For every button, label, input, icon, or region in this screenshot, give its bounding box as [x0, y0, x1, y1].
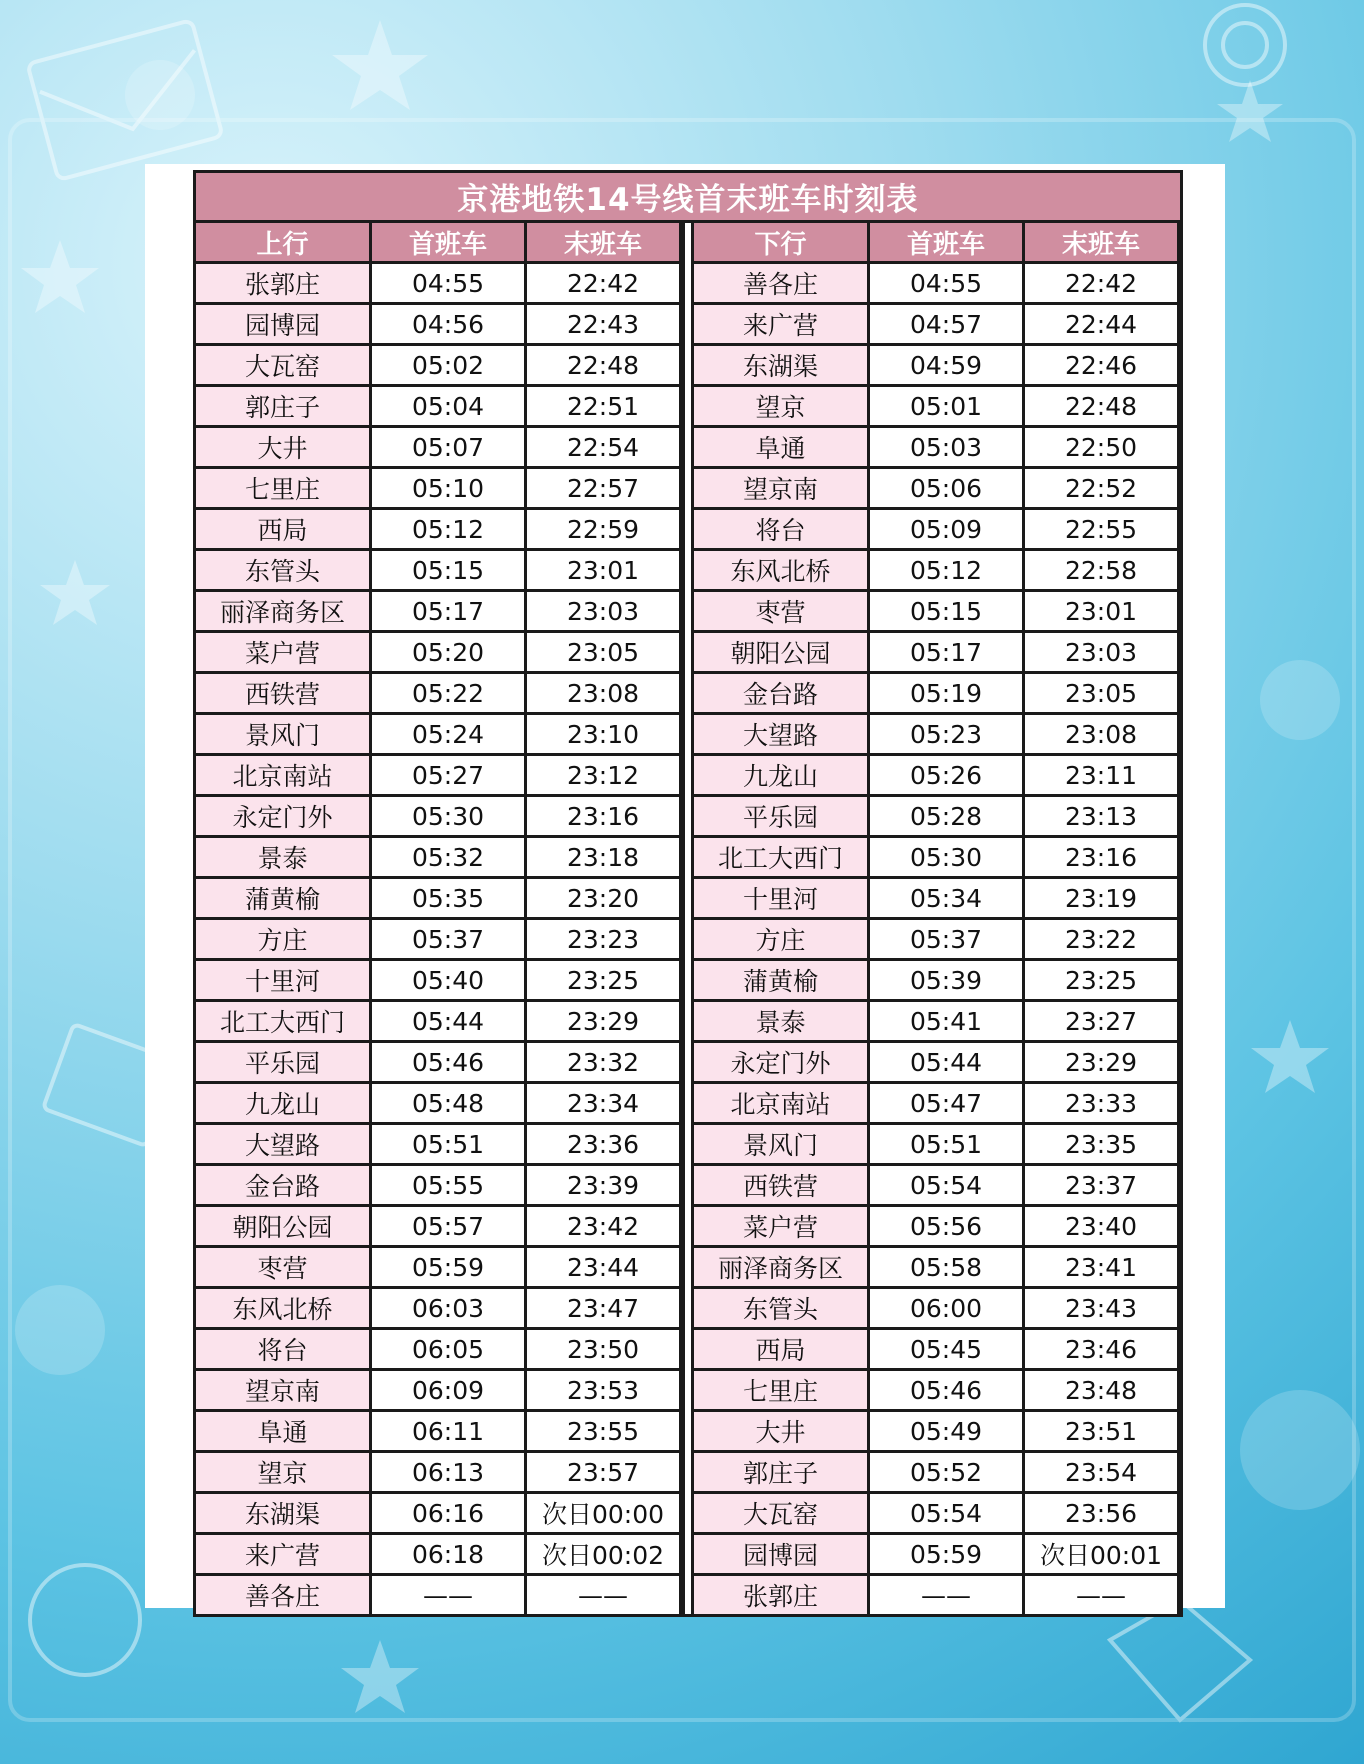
- down-last-train-header: 末班车: [1025, 223, 1177, 261]
- up-station-name: 大瓦窑: [196, 346, 369, 384]
- down-station-name: 东风北桥: [694, 551, 867, 589]
- star-icon: [1251, 1020, 1329, 1093]
- up-station-name: 七里庄: [196, 469, 369, 507]
- down-station-name: 大望路: [694, 715, 867, 753]
- down-first-train-time: 05:23: [870, 715, 1022, 753]
- down-last-train-time: 22:55: [1025, 510, 1177, 548]
- down-last-train-time: 22:50: [1025, 428, 1177, 466]
- down-station-name: 郭庄子: [694, 1453, 867, 1491]
- down-station-name: 七里庄: [694, 1371, 867, 1409]
- up-station-name: 蒲黄榆: [196, 879, 369, 917]
- up-last-train-time: 23:03: [527, 592, 679, 630]
- down-first-train-time: 05:37: [870, 920, 1022, 958]
- down-last-train-time: 23:46: [1025, 1330, 1177, 1368]
- up-last-train-time: 22:59: [527, 510, 679, 548]
- up-station-name: 郭庄子: [196, 387, 369, 425]
- down-station-name: 西局: [694, 1330, 867, 1368]
- up-last-train-time: 22:48: [527, 346, 679, 384]
- down-station-name: 十里河: [694, 879, 867, 917]
- up-station-name: 望京: [196, 1453, 369, 1491]
- up-last-train-time: 22:51: [527, 387, 679, 425]
- up-station-name: 阜通: [196, 1412, 369, 1450]
- down-last-train-time: 22:48: [1025, 387, 1177, 425]
- down-last-train-time: 23:08: [1025, 715, 1177, 753]
- down-station-name: 将台: [694, 510, 867, 548]
- up-station-name: 大井: [196, 428, 369, 466]
- down-station-name: 大瓦窑: [694, 1494, 867, 1532]
- up-last-train-time: ——: [527, 1576, 679, 1614]
- down-station-name: 景泰: [694, 1002, 867, 1040]
- down-first-train-time: 05:58: [870, 1248, 1022, 1286]
- down-first-train-time: 04:57: [870, 305, 1022, 343]
- up-first-train-time: 05:17: [372, 592, 524, 630]
- down-station-name: 枣营: [694, 592, 867, 630]
- up-first-train-time: 05:55: [372, 1166, 524, 1204]
- down-station-name: 大井: [694, 1412, 867, 1450]
- timetable-sheet: [145, 164, 1225, 1611]
- down-first-train-time: 05:56: [870, 1207, 1022, 1245]
- up-station-name: 西局: [196, 510, 369, 548]
- up-last-train-time: 23:44: [527, 1248, 679, 1286]
- up-last-train-time: 次日00:02: [527, 1535, 679, 1573]
- up-last-train-time: 23:42: [527, 1207, 679, 1245]
- down-last-train-time: 23:19: [1025, 879, 1177, 917]
- up-last-train-time: 23:08: [527, 674, 679, 712]
- up-station-name: 张郭庄: [196, 264, 369, 302]
- down-last-train-time: 22:44: [1025, 305, 1177, 343]
- down-first-train-time: 05:51: [870, 1125, 1022, 1163]
- down-first-train-time: 05:47: [870, 1084, 1022, 1122]
- down-last-train-time: 23:54: [1025, 1453, 1177, 1491]
- down-first-train-time: 04:59: [870, 346, 1022, 384]
- up-station-name: 平乐园: [196, 1043, 369, 1081]
- down-station-name: 张郭庄: [694, 1576, 867, 1614]
- down-last-train-time: 23:35: [1025, 1125, 1177, 1163]
- down-last-train-time: 23:16: [1025, 838, 1177, 876]
- up-station-name: 景泰: [196, 838, 369, 876]
- down-first-train-time: 05:52: [870, 1453, 1022, 1491]
- down-first-train-time: 05:15: [870, 592, 1022, 630]
- up-first-train-time: 05:32: [372, 838, 524, 876]
- down-first-train-time: 05:06: [870, 469, 1022, 507]
- up-direction-header: 上行: [196, 223, 369, 261]
- up-first-train-time: 06:09: [372, 1371, 524, 1409]
- up-direction-table: [196, 223, 682, 1614]
- down-station-name: 朝阳公园: [694, 633, 867, 671]
- up-last-train-time: 23:12: [527, 756, 679, 794]
- down-last-train-time: 23:56: [1025, 1494, 1177, 1532]
- timetable-body: [196, 223, 1180, 1614]
- up-last-train-time: 23:25: [527, 961, 679, 999]
- down-last-train-time: 23:40: [1025, 1207, 1177, 1245]
- down-station-name: 菜户营: [694, 1207, 867, 1245]
- down-last-train-time: 23:22: [1025, 920, 1177, 958]
- up-last-train-time: 23:20: [527, 879, 679, 917]
- up-first-train-time: 05:35: [372, 879, 524, 917]
- down-first-train-time: 05:39: [870, 961, 1022, 999]
- up-first-train-time: 05:27: [372, 756, 524, 794]
- up-last-train-time: 23:18: [527, 838, 679, 876]
- up-last-train-time: 23:29: [527, 1002, 679, 1040]
- up-first-train-time: 05:59: [372, 1248, 524, 1286]
- down-station-name: 阜通: [694, 428, 867, 466]
- down-last-train-time: 23:13: [1025, 797, 1177, 835]
- up-station-name: 丽泽商务区: [196, 592, 369, 630]
- column-divider: [682, 223, 694, 1614]
- envelope-icon: [27, 20, 222, 180]
- up-first-train-time: 05:24: [372, 715, 524, 753]
- down-last-train-time: 23:43: [1025, 1289, 1177, 1327]
- down-last-train-time: 23:03: [1025, 633, 1177, 671]
- down-direction-table: [694, 223, 1180, 1614]
- down-first-train-time: 05:09: [870, 510, 1022, 548]
- up-station-name: 金台路: [196, 1166, 369, 1204]
- star-icon: [1217, 80, 1283, 142]
- up-first-train-time: 05:37: [372, 920, 524, 958]
- up-last-train-time: 23:47: [527, 1289, 679, 1327]
- down-last-train-time: 23:01: [1025, 592, 1177, 630]
- down-last-train-time: 22:58: [1025, 551, 1177, 589]
- up-station-name: 大望路: [196, 1125, 369, 1163]
- timetable-title: 京港地铁14号线首末班车时刻表: [196, 173, 1180, 223]
- up-station-name: 北京南站: [196, 756, 369, 794]
- up-first-train-time: 06:13: [372, 1453, 524, 1491]
- up-first-train-time: 04:56: [372, 305, 524, 343]
- down-station-name: 善各庄: [694, 264, 867, 302]
- down-last-train-time: 23:48: [1025, 1371, 1177, 1409]
- down-last-train-time: 23:33: [1025, 1084, 1177, 1122]
- down-last-train-time: 23:37: [1025, 1166, 1177, 1204]
- down-first-train-time: 05:03: [870, 428, 1022, 466]
- down-first-train-time: 05:45: [870, 1330, 1022, 1368]
- up-first-train-time: 05:20: [372, 633, 524, 671]
- up-station-name: 西铁营: [196, 674, 369, 712]
- down-last-train-time: 22:42: [1025, 264, 1177, 302]
- down-station-name: 蒲黄榆: [694, 961, 867, 999]
- up-last-train-time: 23:39: [527, 1166, 679, 1204]
- timetable: [193, 170, 1183, 1617]
- down-first-train-time: 05:34: [870, 879, 1022, 917]
- down-last-train-time: 23:41: [1025, 1248, 1177, 1286]
- up-station-name: 朝阳公园: [196, 1207, 369, 1245]
- up-first-train-time: 06:18: [372, 1535, 524, 1573]
- down-station-name: 景风门: [694, 1125, 867, 1163]
- down-first-train-time: 05:30: [870, 838, 1022, 876]
- down-station-name: 西铁营: [694, 1166, 867, 1204]
- down-station-name: 望京: [694, 387, 867, 425]
- down-first-train-time: 05:49: [870, 1412, 1022, 1450]
- down-last-train-time: 23:11: [1025, 756, 1177, 794]
- down-station-name: 园博园: [694, 1535, 867, 1573]
- up-first-train-time: 05:12: [372, 510, 524, 548]
- down-station-name: 东湖渠: [694, 346, 867, 384]
- star-icon: [21, 240, 99, 313]
- ring-icon: [1205, 5, 1285, 85]
- up-first-train-time: 04:55: [372, 264, 524, 302]
- down-first-train-time: 05:54: [870, 1166, 1022, 1204]
- down-station-name: 平乐园: [694, 797, 867, 835]
- up-station-name: 九龙山: [196, 1084, 369, 1122]
- up-station-name: 东管头: [196, 551, 369, 589]
- down-station-name: 方庄: [694, 920, 867, 958]
- down-station-name: 来广营: [694, 305, 867, 343]
- up-first-train-time: 05:22: [372, 674, 524, 712]
- up-last-train-time: 23:53: [527, 1371, 679, 1409]
- down-last-train-time: 23:51: [1025, 1412, 1177, 1450]
- up-last-train-time: 23:05: [527, 633, 679, 671]
- up-last-train-time: 23:34: [527, 1084, 679, 1122]
- down-station-name: 金台路: [694, 674, 867, 712]
- up-last-train-time: 次日00:00: [527, 1494, 679, 1532]
- star-icon: [332, 20, 428, 110]
- up-station-name: 东湖渠: [196, 1494, 369, 1532]
- down-direction-header: 下行: [694, 223, 867, 261]
- up-last-train-time: 23:32: [527, 1043, 679, 1081]
- down-last-train-time: 次日00:01: [1025, 1535, 1177, 1573]
- down-first-train-time: 05:17: [870, 633, 1022, 671]
- down-first-train-time: 05:41: [870, 1002, 1022, 1040]
- down-first-train-header: 首班车: [870, 223, 1022, 261]
- down-first-train-time: 05:59: [870, 1535, 1022, 1573]
- up-last-train-time: 23:10: [527, 715, 679, 753]
- up-first-train-time: 05:51: [372, 1125, 524, 1163]
- down-first-train-time: 05:19: [870, 674, 1022, 712]
- up-station-name: 北工大西门: [196, 1002, 369, 1040]
- up-first-train-time: 05:07: [372, 428, 524, 466]
- up-first-train-time: 05:15: [372, 551, 524, 589]
- down-first-train-time: 05:01: [870, 387, 1022, 425]
- up-station-name: 永定门外: [196, 797, 369, 835]
- up-first-train-time: 05:10: [372, 469, 524, 507]
- up-first-train-time: 05:30: [372, 797, 524, 835]
- up-last-train-time: 22:57: [527, 469, 679, 507]
- up-first-train-time: 06:05: [372, 1330, 524, 1368]
- star-icon: [341, 1640, 419, 1713]
- up-station-name: 将台: [196, 1330, 369, 1368]
- up-first-train-time: 06:16: [372, 1494, 524, 1532]
- up-first-train-time: 05:44: [372, 1002, 524, 1040]
- down-station-name: 永定门外: [694, 1043, 867, 1081]
- down-first-train-time: 05:54: [870, 1494, 1022, 1532]
- up-first-train-header: 首班车: [372, 223, 524, 261]
- up-first-train-time: 05:48: [372, 1084, 524, 1122]
- up-station-name: 方庄: [196, 920, 369, 958]
- down-last-train-time: 22:46: [1025, 346, 1177, 384]
- up-last-train-header: 末班车: [527, 223, 679, 261]
- down-first-train-time: ——: [870, 1576, 1022, 1614]
- up-station-name: 善各庄: [196, 1576, 369, 1614]
- up-first-train-time: 05:40: [372, 961, 524, 999]
- up-station-name: 来广营: [196, 1535, 369, 1573]
- down-first-train-time: 05:12: [870, 551, 1022, 589]
- up-first-train-time: 06:11: [372, 1412, 524, 1450]
- up-last-train-time: 23:55: [527, 1412, 679, 1450]
- up-last-train-time: 23:01: [527, 551, 679, 589]
- down-last-train-time: 23:29: [1025, 1043, 1177, 1081]
- up-last-train-time: 22:54: [527, 428, 679, 466]
- down-station-name: 丽泽商务区: [694, 1248, 867, 1286]
- up-first-train-time: ——: [372, 1576, 524, 1614]
- up-last-train-time: 23:16: [527, 797, 679, 835]
- down-station-name: 东管头: [694, 1289, 867, 1327]
- badge-icon: [30, 1565, 140, 1675]
- star-icon: [40, 560, 110, 625]
- up-station-name: 东风北桥: [196, 1289, 369, 1327]
- up-station-name: 望京南: [196, 1371, 369, 1409]
- up-station-name: 景风门: [196, 715, 369, 753]
- down-first-train-time: 06:00: [870, 1289, 1022, 1327]
- up-first-train-time: 05:04: [372, 387, 524, 425]
- up-first-train-time: 05:46: [372, 1043, 524, 1081]
- down-last-train-time: 23:25: [1025, 961, 1177, 999]
- up-first-train-time: 05:57: [372, 1207, 524, 1245]
- up-station-name: 十里河: [196, 961, 369, 999]
- up-station-name: 园博园: [196, 305, 369, 343]
- down-last-train-time: 23:27: [1025, 1002, 1177, 1040]
- up-first-train-time: 06:03: [372, 1289, 524, 1327]
- down-station-name: 九龙山: [694, 756, 867, 794]
- up-last-train-time: 22:42: [527, 264, 679, 302]
- up-last-train-time: 23:50: [527, 1330, 679, 1368]
- up-station-name: 枣营: [196, 1248, 369, 1286]
- up-last-train-time: 23:36: [527, 1125, 679, 1163]
- down-station-name: 北工大西门: [694, 838, 867, 876]
- up-station-name: 菜户营: [196, 633, 369, 671]
- down-first-train-time: 04:55: [870, 264, 1022, 302]
- down-first-train-time: 05:28: [870, 797, 1022, 835]
- down-first-train-time: 05:26: [870, 756, 1022, 794]
- up-last-train-time: 23:23: [527, 920, 679, 958]
- down-first-train-time: 05:46: [870, 1371, 1022, 1409]
- down-first-train-time: 05:44: [870, 1043, 1022, 1081]
- down-last-train-time: 23:05: [1025, 674, 1177, 712]
- down-last-train-time: ——: [1025, 1576, 1177, 1614]
- up-last-train-time: 22:43: [527, 305, 679, 343]
- down-station-name: 北京南站: [694, 1084, 867, 1122]
- up-first-train-time: 05:02: [372, 346, 524, 384]
- up-last-train-time: 23:57: [527, 1453, 679, 1491]
- down-last-train-time: 22:52: [1025, 469, 1177, 507]
- down-station-name: 望京南: [694, 469, 867, 507]
